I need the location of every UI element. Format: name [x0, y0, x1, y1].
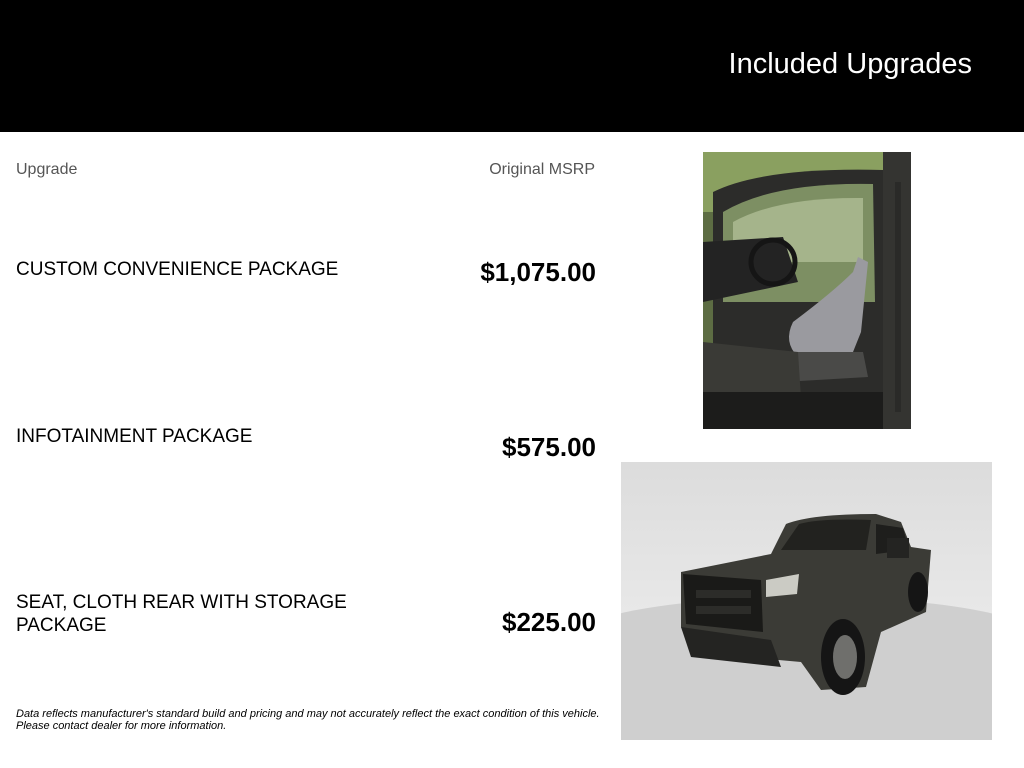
page-title: Included Upgrades [728, 48, 972, 80]
upgrade-name: INFOTAINMENT PACKAGE [16, 426, 253, 447]
column-header-upgrade: Upgrade [16, 161, 78, 178]
upgrade-price: $225.00 [502, 607, 596, 637]
upgrade-price: $575.00 [502, 432, 596, 462]
column-header-msrp: Original MSRP [489, 161, 595, 178]
upgrade-name: SEAT, CLOTH REAR WITH STORAGE PACKAGE [16, 592, 347, 636]
truck-interior-photo [703, 152, 911, 429]
upgrade-name: CUSTOM CONVENIENCE PACKAGE [16, 259, 339, 280]
upgrade-price: $1,075.00 [480, 257, 596, 287]
disclaimer-text: Data reflects manufacturer's standard build and pricing and may not accurately reflect the exact condition of this vehicle. Please contact dealer for more information. [16, 708, 600, 732]
page-header [0, 0, 1024, 132]
truck-exterior-photo [621, 462, 992, 740]
